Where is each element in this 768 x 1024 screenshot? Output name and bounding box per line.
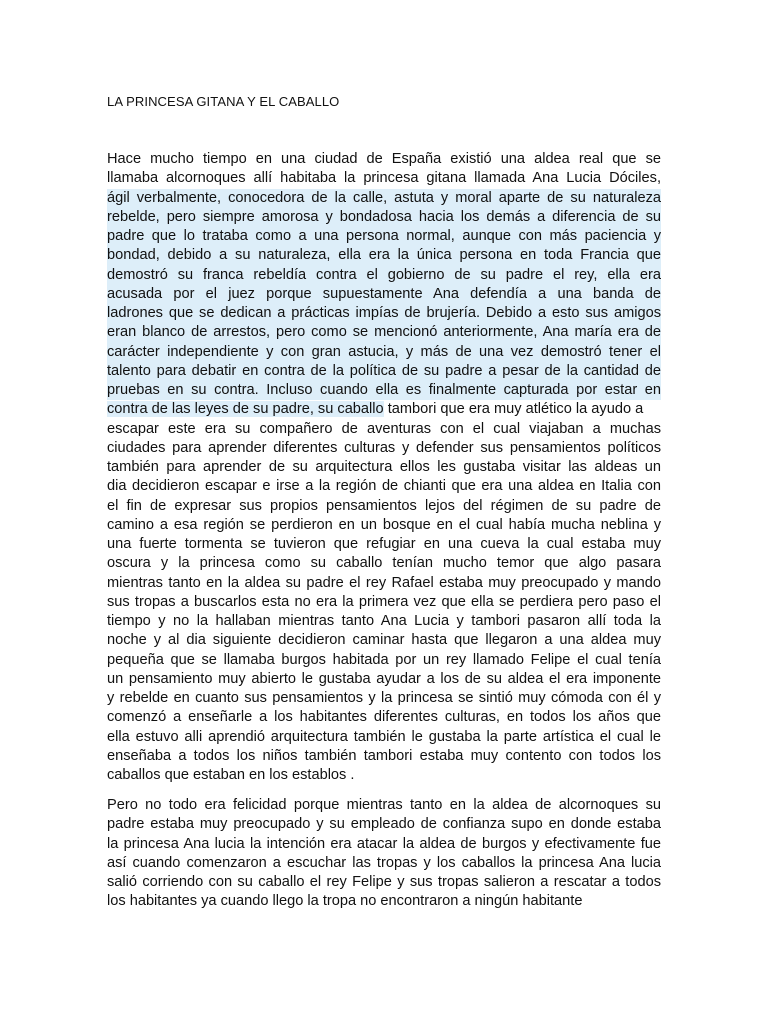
text-line: noche y al dia siguiente decidieron caminar hasta que llegaron a una aldea muy [107, 632, 661, 649]
text-line: pequeña que se llamaba burgos habitada por un rey llamado Felipe el cual tenía [107, 651, 661, 668]
text-line: demostró su franca rebeldía contra el gobierno de su padre el rey, ella era [107, 266, 661, 285]
text-line: ella estuvo alli aprendió arquitectura también le gustaba la parte artística el cual le [107, 728, 661, 745]
text-line: un pensamiento muy abierto le gustaba ayudar a los de su aldea el era imponente [107, 670, 661, 687]
text-line: también para aprender de su arquitectura ellos les gustaba visitar las aldeas un [107, 459, 661, 475]
text-line: ágil verbalmente, conocedora de la calle, astuta y moral aparte de su naturaleza [107, 189, 661, 208]
text-line: camino a esa región se perdieron en un bosque en el cual había mucha neblina y [107, 516, 661, 533]
text-line: pruebas en su contra. Incluso cuando ella es finalmente capturada por estar en [107, 381, 661, 400]
text-line: dia decidieron escapar e irse a la región de chianti que era una aldea en Italia con [107, 478, 661, 495]
text-line: y rebelde en cuanto sus pensamientos y la princesa se sintió muy cómoda con él y [107, 690, 661, 706]
text-line: padre estaba muy preocupado y su empleado de confianza supo en donde estaba [107, 816, 661, 833]
text-line: ladrones que se dedican a prácticas impías de brujería. Debido a esto sus amigos [107, 304, 661, 323]
document-title: LA PRINCESA GITANA Y EL CABALLO [107, 94, 340, 109]
text-line: tiempo y no la hallaban mientras tanto Ana Lucia y tambori pasaron allí toda la [107, 613, 661, 629]
text-line: los habitantes ya cuando llego la tropa no encontraron a ningún habitante [107, 893, 583, 910]
text-line: bondad, debido a su naturaleza, ella era la única persona en toda Francia que [107, 246, 661, 265]
text-line: así cuando comenzaron a escuchar las tropas y los caballos la princesa Ana lucia [107, 854, 661, 871]
text-line: padre que lo trataba como a una persona normal, aunque con más paciencia y [107, 227, 661, 246]
text-line [107, 400, 661, 419]
text-line: talento para debatir en contra de la política de su padre a pesar de la cantidad de [107, 362, 661, 381]
text-line: oscura y la princesa como su caballo tenían mucho temor que algo pasara [107, 555, 661, 572]
text-line: ciudades para aprender diferentes culturas y defender sus pensamientos políticos [107, 439, 661, 456]
text-line: acusada por el juez porque supuestamente Ana defendía a una banda de [107, 285, 661, 304]
text-line: llamaba alcornoques allí habitaba la princesa gitana llamada Ana Lucia Dóciles, [107, 170, 661, 187]
text-line: enseñaba a todos los niños también tambori estaba muy contento con todos los [107, 747, 661, 764]
text-line: rebelde, pero siempre amorosa y bondadosa hacia los demás a diferencia de su [107, 208, 661, 227]
text-line: escapar este era su compañero de aventuras con el cual viajaban a muchas [107, 420, 661, 437]
paragraph-2 [107, 796, 661, 912]
text-line: mientras tanto en la aldea su padre el rey Rafael estaba muy preocupado y mando [107, 574, 661, 591]
text-line: Hace mucho tiempo en una ciudad de España existió una aldea real que se [107, 151, 661, 167]
text-line: eran blanco de arrestos, pero como se mencionó anteriormente, Ana maría era de [107, 323, 661, 342]
text-line: caballos que estaban en los establos . [107, 767, 355, 783]
text-line: una fuerte tormenta se tuvieron que refugiar en una cueva la cual estaba muy [107, 536, 661, 552]
highlighted-text: contra de las leyes de su padre, su caballo [107, 401, 384, 418]
text-line: salió corriendo con su caballo el rey Felipe y sus tropas salieron a rescatar a todos [107, 874, 661, 890]
text-line: carácter independiente y con gran astucia, y más de una vez demostró tener el [107, 343, 661, 362]
text-line: comenzó a enseñarle a los habitantes diferentes culturas, en todos los años que [107, 709, 661, 726]
plain-text: tambori que era muy atlético la ayudo a [383, 401, 644, 418]
text-line: el fin de expresar sus propios pensamientos lejos del régimen de su padre de [107, 497, 661, 514]
text-line: Pero no todo era felicidad porque mientras tanto en la aldea de alcornoques su [107, 797, 661, 813]
paragraph-1 [107, 150, 661, 785]
text-line: la princesa Ana lucia la intención era atacar la aldea de burgos y efectivamente fue [107, 835, 661, 852]
text-line: sus tropas a buscarlos esta no era la primera vez que ella se perdiera pero paso el [107, 593, 661, 610]
